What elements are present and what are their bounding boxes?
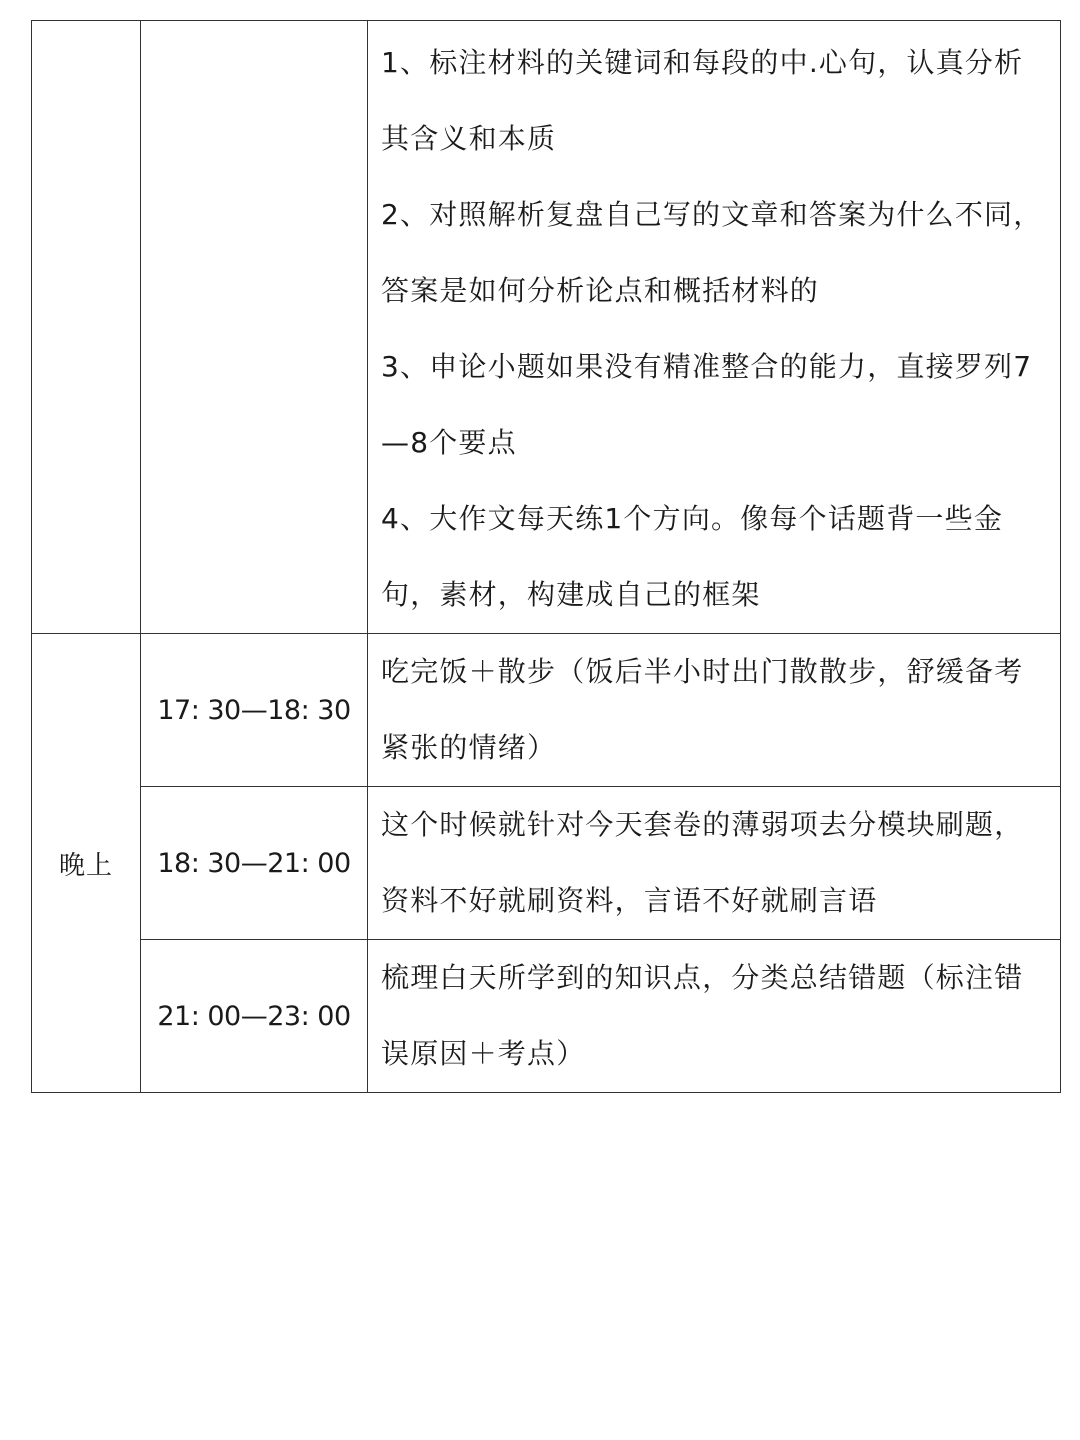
period-cell-empty (32, 21, 141, 634)
time-cell: 17: 30—18: 30 (141, 634, 368, 787)
list-item: 2、对照解析复盘自己写的文章和答案为什么不同，答案是如何分析论点和概括材料的 (381, 198, 1043, 307)
table-row (32, 940, 1061, 1093)
content-cell (368, 21, 1061, 634)
content-cell: 这个时候就针对今天套卷的薄弱项去分模块刷题，资料不好就刷资料，言语不好就刷言语 (368, 787, 1061, 940)
list-item: 3、申论小题如果没有精准整合的能力，直接罗列7—8个要点 (381, 350, 1033, 459)
content-cell: 吃完饭＋散步（饭后半小时出门散散步，舒缓备考紧张的情绪） (368, 634, 1061, 787)
period-cell-evening: 晚上 (32, 634, 141, 1093)
study-schedule-table (31, 20, 1061, 1093)
table-row (32, 21, 1061, 634)
time-cell: 18: 30—21: 00 (141, 787, 368, 940)
table-row (32, 787, 1061, 940)
list-item: 1、标注材料的关键词和每段的中.心句，认真分析其含义和本质 (381, 46, 1024, 155)
time-cell-empty (141, 21, 368, 634)
list-item: 4、大作文每天练1个方向。像每个话题背一些金句，素材，构建成自己的框架 (381, 502, 1004, 611)
table-row (32, 634, 1061, 787)
content-cell: 梳理白天所学到的知识点，分类总结错题（标注错误原因＋考点） (368, 940, 1061, 1093)
time-cell: 21: 00—23: 00 (141, 940, 368, 1093)
